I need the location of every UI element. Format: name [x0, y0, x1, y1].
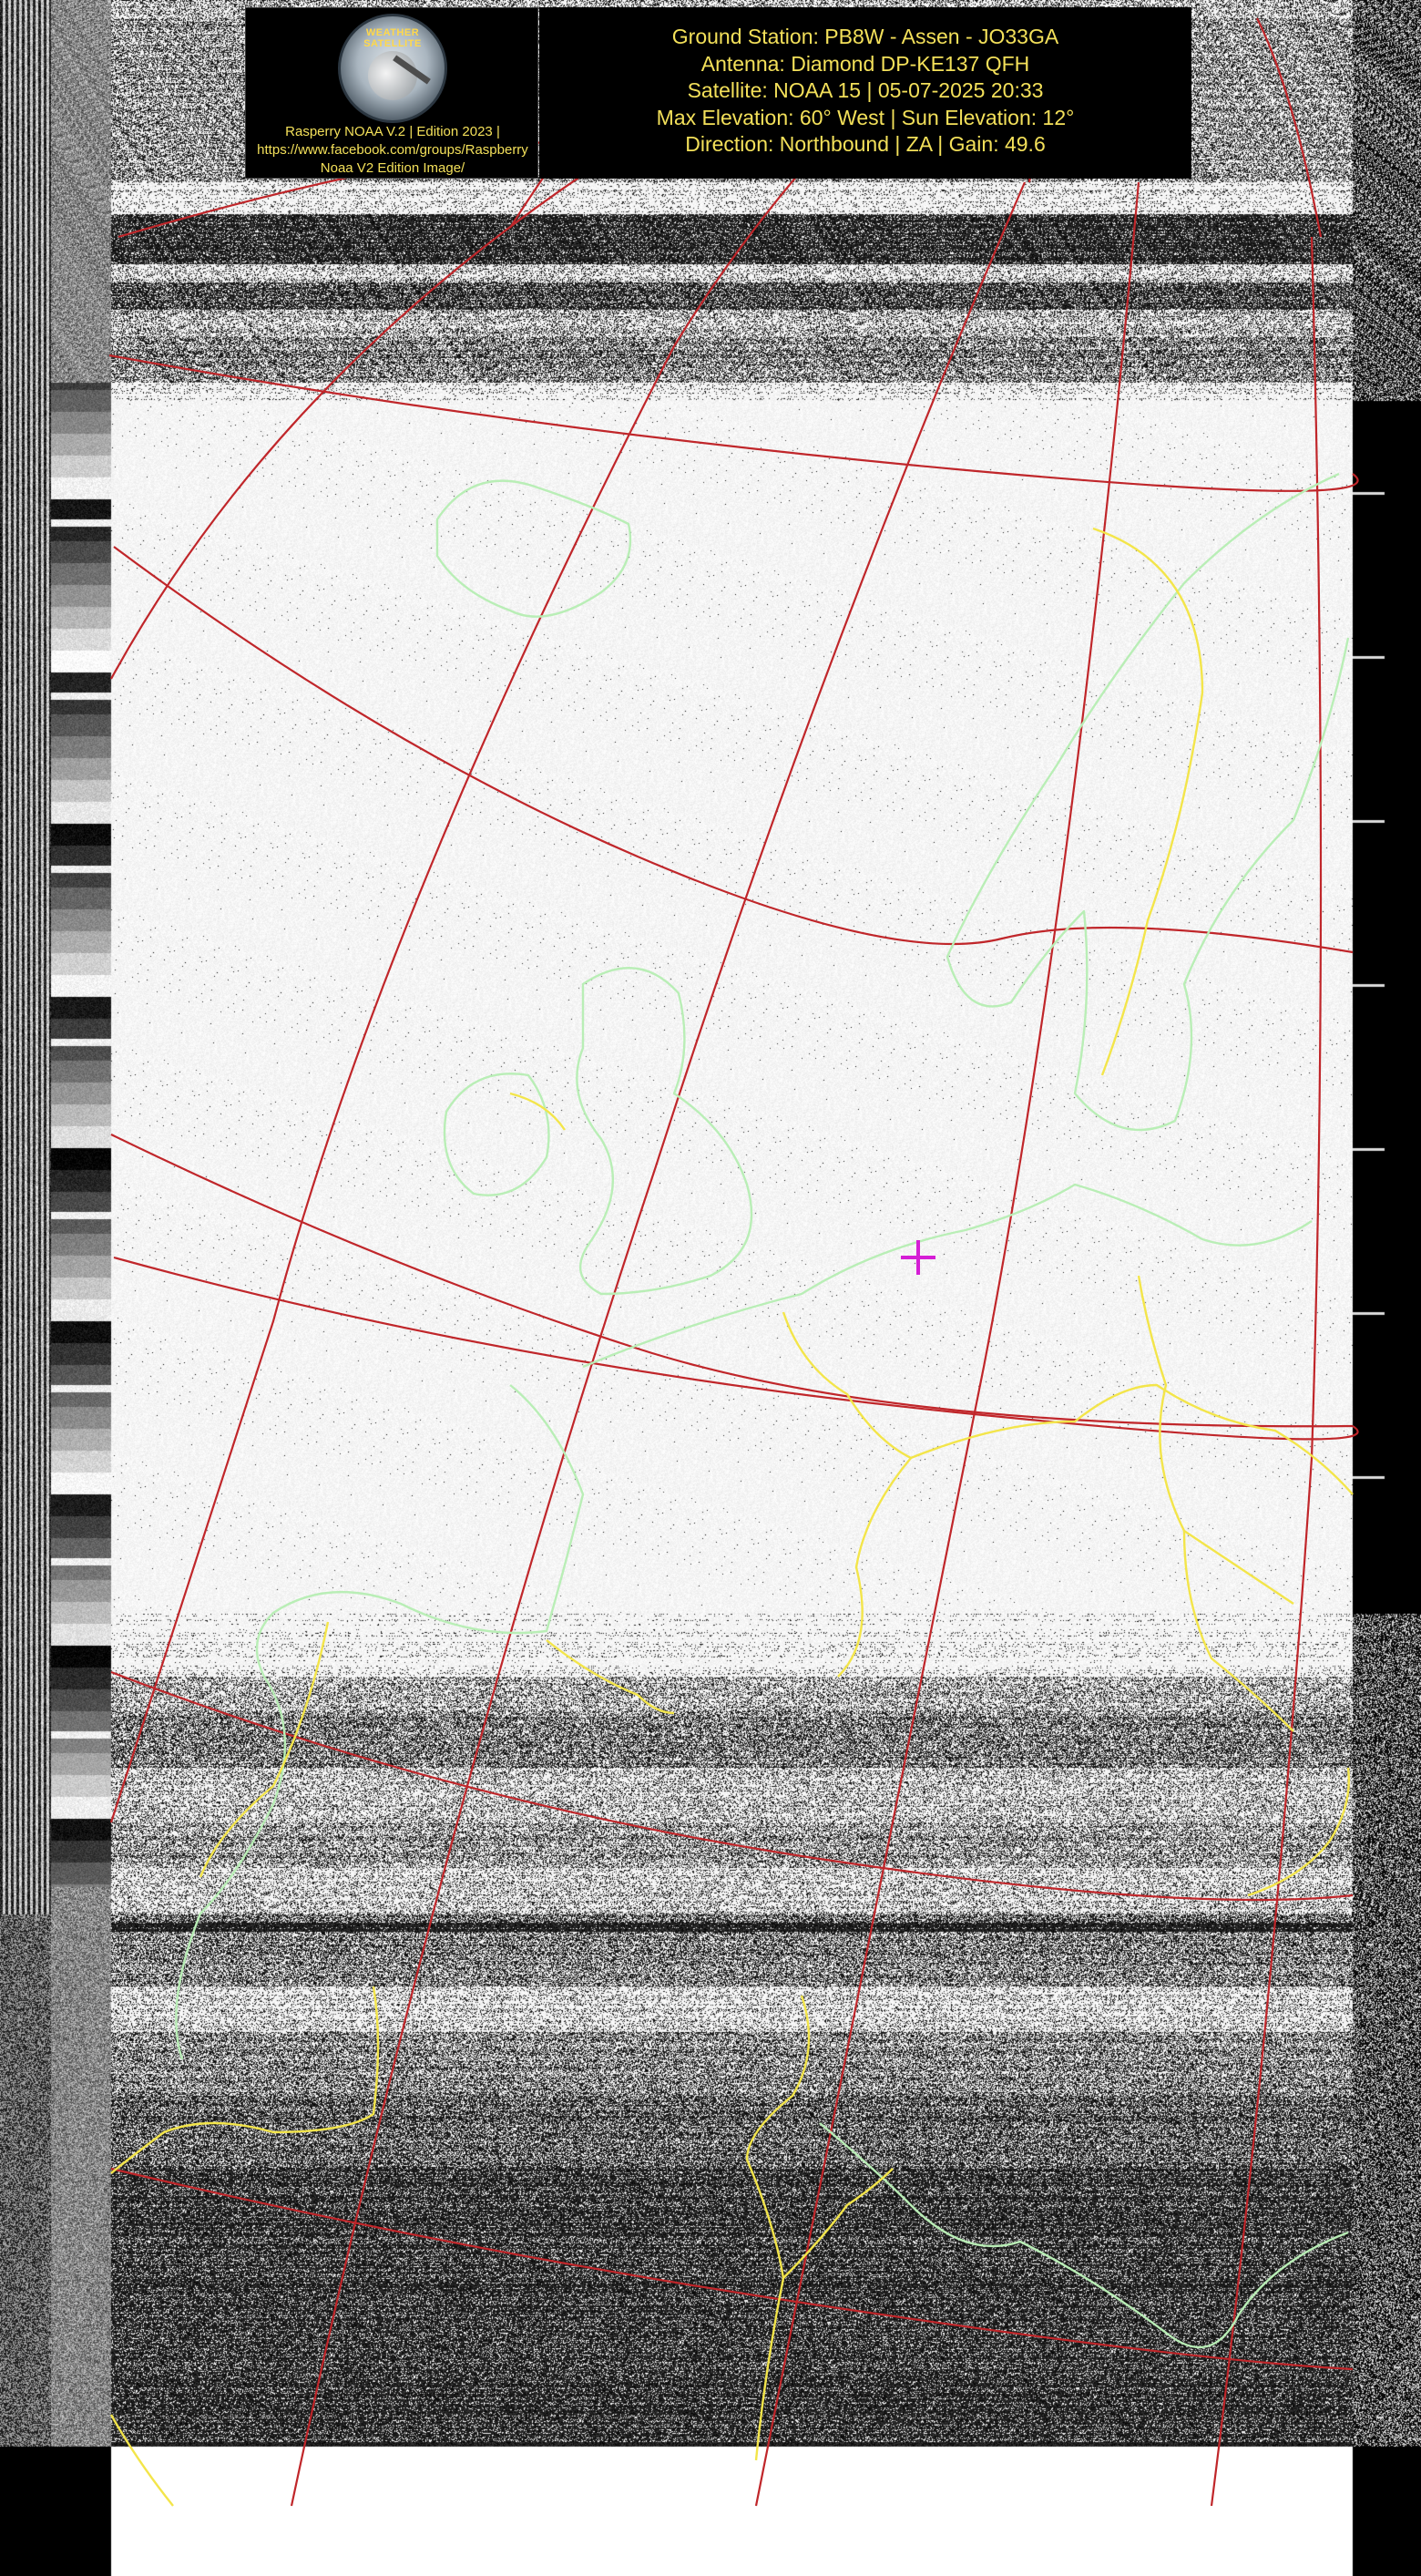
direction-line: Direction: Northbound | ZA | Gain: 49.6: [685, 132, 1046, 156]
meridian-line: [111, 169, 592, 679]
country-border: [111, 2415, 173, 2506]
coastline: [437, 481, 630, 617]
latitude-line: [114, 547, 1353, 952]
meridian-line: [291, 182, 1025, 2506]
country-border: [783, 1312, 911, 1677]
ground-station-marker: [901, 1240, 935, 1275]
country-border: [783, 2169, 893, 2278]
country-border: [1184, 1531, 1293, 1731]
elevation-line: Max Elevation: 60° West | Sun Elevation: 12°: [656, 105, 1075, 129]
logo-panel: [245, 7, 538, 179]
meridian-line: [756, 182, 1139, 2506]
country-border: [547, 1640, 674, 1713]
antenna-line: Antenna: Diamond DP-KE137 QFH: [700, 51, 1030, 76]
logo-caption-line: https://www.facebook.com/groups/Raspberry: [257, 142, 528, 158]
coastline: [257, 1385, 583, 1677]
country-border: [747, 1996, 809, 2460]
meridian-line: [1211, 237, 1321, 2506]
coastline: [445, 1073, 549, 1195]
coastline: [947, 474, 1348, 1130]
logo-caption-line: Noaa V2 Edition Image/: [320, 160, 465, 176]
coastlines: [176, 474, 1348, 2347]
logo-caption: [246, 123, 539, 178]
coastline: [820, 2123, 1348, 2347]
country-border: [111, 1986, 378, 2173]
logo-badge-text: WEATHER SATELLITE: [363, 27, 422, 49]
latitude-line: [111, 2169, 1353, 2369]
country-border: [1248, 1768, 1349, 1895]
country-borders: [111, 529, 1353, 2506]
coastline: [176, 1677, 285, 2059]
country-border: [510, 1093, 565, 1130]
logo-caption-line: Rasperry NOAA V.2 | Edition 2023 |: [285, 124, 500, 139]
weather-satellite-logo: [338, 14, 447, 123]
country-border: [1139, 1276, 1293, 1604]
latitude-line: [111, 1134, 1353, 1426]
ground-station-line: Ground Station: PB8W - Assen - JO33GA: [671, 25, 1059, 48]
satellite-line: Satellite: NOAA 15 | 05-07-2025 20:33: [687, 78, 1044, 102]
country-border: [200, 1622, 328, 1877]
pass-info-panel: [539, 7, 1191, 179]
coastline: [577, 968, 751, 1294]
latitude-line: [109, 355, 1358, 491]
latitude-line: [111, 1672, 1353, 1900]
coastline: [583, 1185, 1312, 1367]
latitude-line: [114, 1257, 1358, 1439]
meridian-line: [111, 36, 929, 1822]
meridian-line: [1257, 18, 1321, 237]
